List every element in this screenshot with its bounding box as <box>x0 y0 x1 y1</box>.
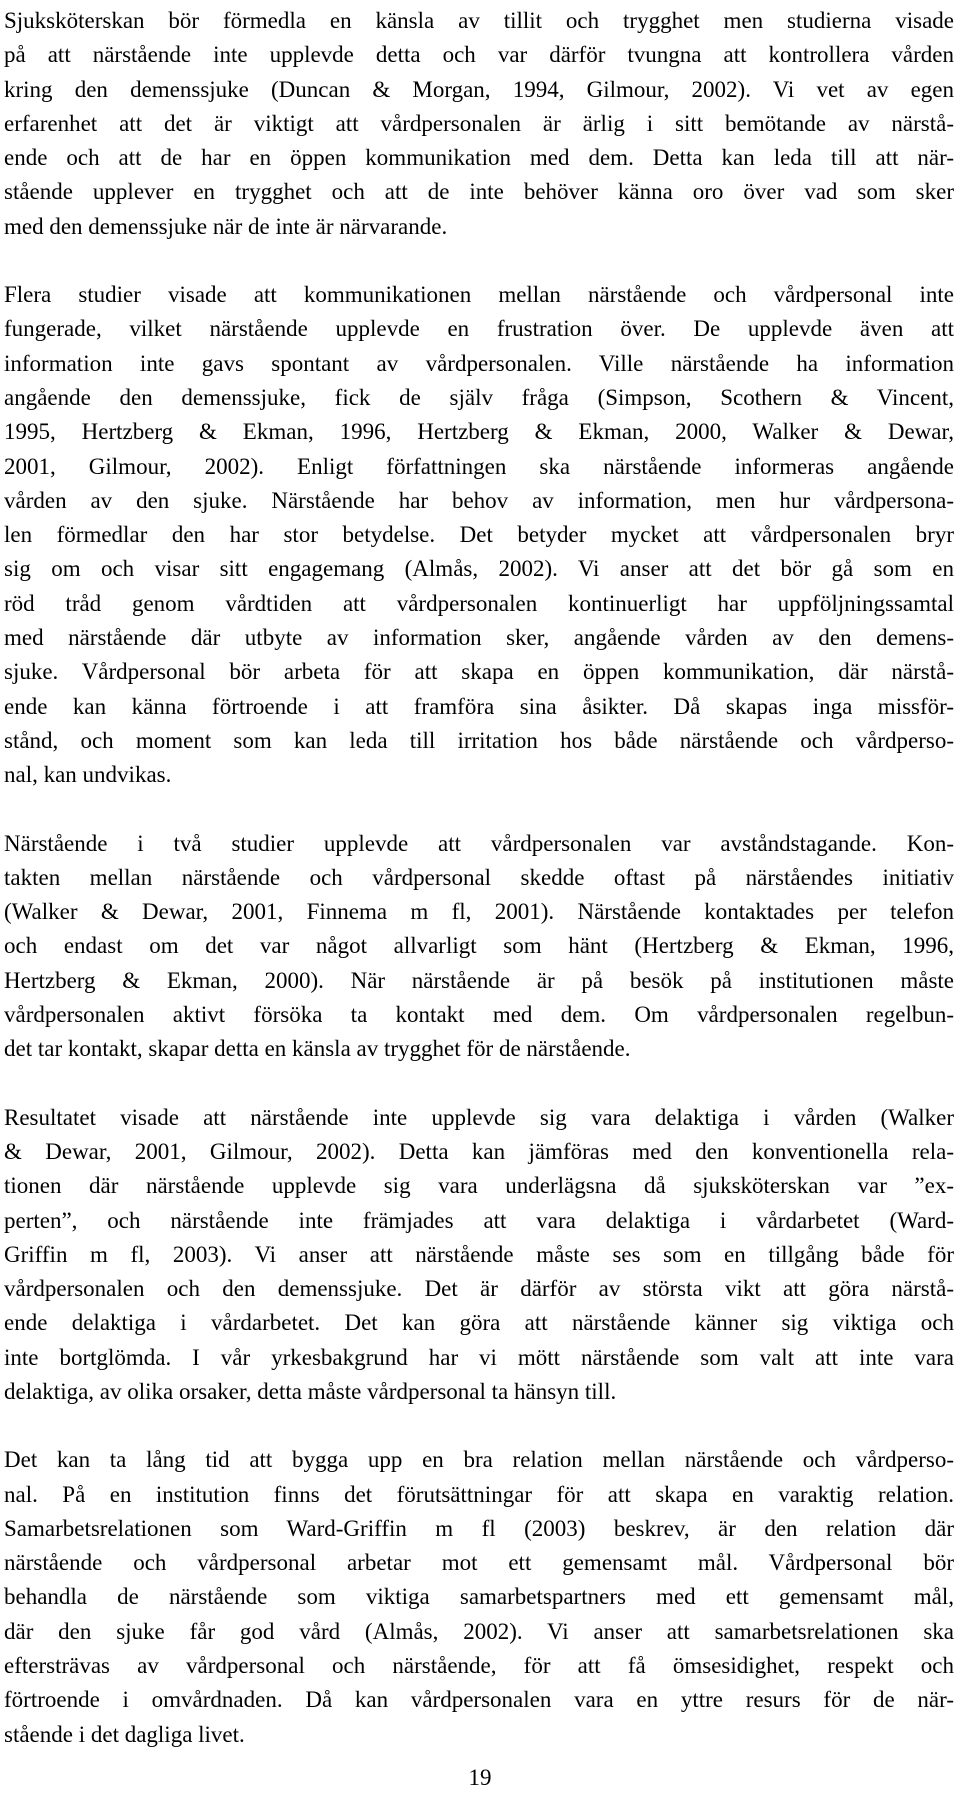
text-line: & Dewar, 2001, Gilmour, 2002). Detta kan jämföras med den konventionella rela- <box>4 1138 954 1164</box>
text-line: nal, kan undvikas. <box>4 762 172 788</box>
paragraph <box>4 4 954 244</box>
text-line: information inte gavs spontant av vårdpersonalen. Ville närstående ha information <box>4 350 954 376</box>
text-line: tionen där närstående upplevde sig vara underlägsna då sjuksköterskan var ”ex- <box>4 1173 954 1199</box>
text-line: 1995, Hertzberg & Ekman, 1996, Hertzberg & Ekman, 2000, Walker & Dewar, <box>4 419 954 445</box>
text-line: det tar kontakt, skapar detta en känsla av trygghet för de närstående. <box>4 1036 631 1062</box>
text-line: kring den demenssjuke (Duncan & Morgan, 1994, Gilmour, 2002). Vi vet av egen <box>4 76 954 102</box>
text-line: behandla de närstående som viktiga samarbetspartners med ett gemensamt mål, <box>4 1584 954 1610</box>
page-number: 19 <box>468 1765 492 1790</box>
text-line: vårdpersonalen och den demenssjuke. Det är därför av största vikt att göra närstå- <box>4 1276 954 1302</box>
text-line: takten mellan närstående och vårdpersonal skedde oftast på närståendes initiativ <box>4 864 954 890</box>
text-line: på att närstående inte upplevde detta och var därför tvungna att kontrollera vården <box>4 42 954 68</box>
text-line: stående upplever en trygghet och att de inte behöver känna oro över vad som sker <box>4 179 954 205</box>
paragraph <box>4 1443 954 1752</box>
text-line: och endast om det var något allvarligt som hänt (Hertzberg & Ekman, 1996, <box>4 933 954 959</box>
text-line: Sjuksköterskan bör förmedla en känsla av tillit och trygghet men studierna visade <box>4 8 954 33</box>
paragraph <box>4 278 954 792</box>
text-line: närstående och vårdpersonal arbetar mot ett gemensamt mål. Vårdpersonal bör <box>4 1550 954 1576</box>
text-line: Det kan ta lång tid att bygga upp en bra relation mellan närstående och vårdperso- <box>4 1447 954 1473</box>
text-line: Griffin m fl, 2003). Vi anser att närstående måste ses som en tillgång både för <box>4 1241 954 1267</box>
text-line: med den demenssjuke när de inte är närvarande. <box>4 213 448 239</box>
text-line: (Walker & Dewar, 2001, Finnema m fl, 2001). Närstående kontaktades per telefon <box>4 899 954 925</box>
text-line: vården av den sjuke. Närstående har behov av information, men hur vårdpersona- <box>4 487 954 513</box>
text-line: där den sjuke får god vård (Almås, 2002). Vi anser att samarbetsrelationen ska <box>4 1618 954 1644</box>
text-line: angående den demenssjuke, fick de själv fråga (Simpson, Scothern & Vincent, <box>4 384 954 410</box>
text-line: len förmedlar den har stor betydelse. Det betyder mycket att vårdpersonalen bryr <box>4 522 954 548</box>
text-line: Flera studier visade att kommunikationen mellan närstående och vårdpersonal inte <box>4 282 954 308</box>
text-line: ende och att de har en öppen kommunikation med dem. Detta kan leda till att när- <box>4 145 954 171</box>
text-line: sig om och visar sitt engagemang (Almås, 2002). Vi anser att det bör gå som en <box>4 556 954 582</box>
text-line: röd tråd genom vårdtiden att vårdpersonalen kontinuerligt har uppföljningssamtal <box>4 590 954 616</box>
text-line: perten”, och närstående inte främjades att vara delaktiga i vårdarbetet (Ward- <box>4 1207 954 1233</box>
text-line: Närstående i två studier upplevde att vårdpersonalen var avståndstagande. Kon- <box>4 830 954 856</box>
document-page <box>4 4 954 1786</box>
text-line: med närstående där utbyte av information sker, angående vården av den demens- <box>4 625 954 651</box>
text-line: vårdpersonalen aktivt försöka ta kontakt med dem. Om vårdpersonalen regelbun- <box>4 1002 954 1028</box>
paragraph <box>4 827 954 1067</box>
text-line: 2001, Gilmour, 2002). Enligt författningen ska närstående informeras angående <box>4 453 954 479</box>
text-line: ende kan känna förtroende i att framföra sina åsikter. Då skapas inga missför- <box>4 693 954 719</box>
text-line: fungerade, vilket närstående upplevde en frustration över. De upplevde även att <box>4 316 954 342</box>
paragraph <box>4 1101 954 1410</box>
text-line: delaktiga, av olika orsaker, detta måste vårdpersonal ta hänsyn till. <box>4 1378 617 1404</box>
text-line: förtroende i omvårdnaden. Då kan vårdpersonalen vara en yttre resurs för de när- <box>4 1687 954 1713</box>
text-line: erfarenhet att det är viktigt att vårdpersonalen är ärlig i sitt bemötande av närstå- <box>4 110 954 136</box>
text-line: stånd, och moment som kan leda till irritation hos både närstående och vårdperso- <box>4 727 954 753</box>
text-line: stående i det dagliga livet. <box>4 1721 245 1747</box>
text-line: eftersträvas av vårdpersonal och närstående, för att få ömsesidighet, respekt och <box>4 1653 954 1679</box>
text-line: Samarbetsrelationen som Ward-Griffin m fl (2003) beskrev, är den relation där <box>4 1515 954 1541</box>
text-line: sjuke. Vårdpersonal bör arbeta för att skapa en öppen kommunikation, där närstå- <box>4 659 954 685</box>
text-line: inte bortglömda. I vår yrkesbakgrund har vi mött närstående som valt att inte vara <box>4 1344 954 1370</box>
text-line: Hertzberg & Ekman, 2000). När närstående är på besök på institutionen måste <box>4 967 954 993</box>
text-line: Resultatet visade att närstående inte upplevde sig vara delaktiga i vården (Walker <box>4 1104 954 1130</box>
text-line: ende delaktiga i vårdarbetet. Det kan göra att närstående känner sig viktiga och <box>4 1310 954 1336</box>
text-line: nal. På en institution finns det förutsättningar för att skapa en varaktig relation. <box>4 1481 954 1507</box>
